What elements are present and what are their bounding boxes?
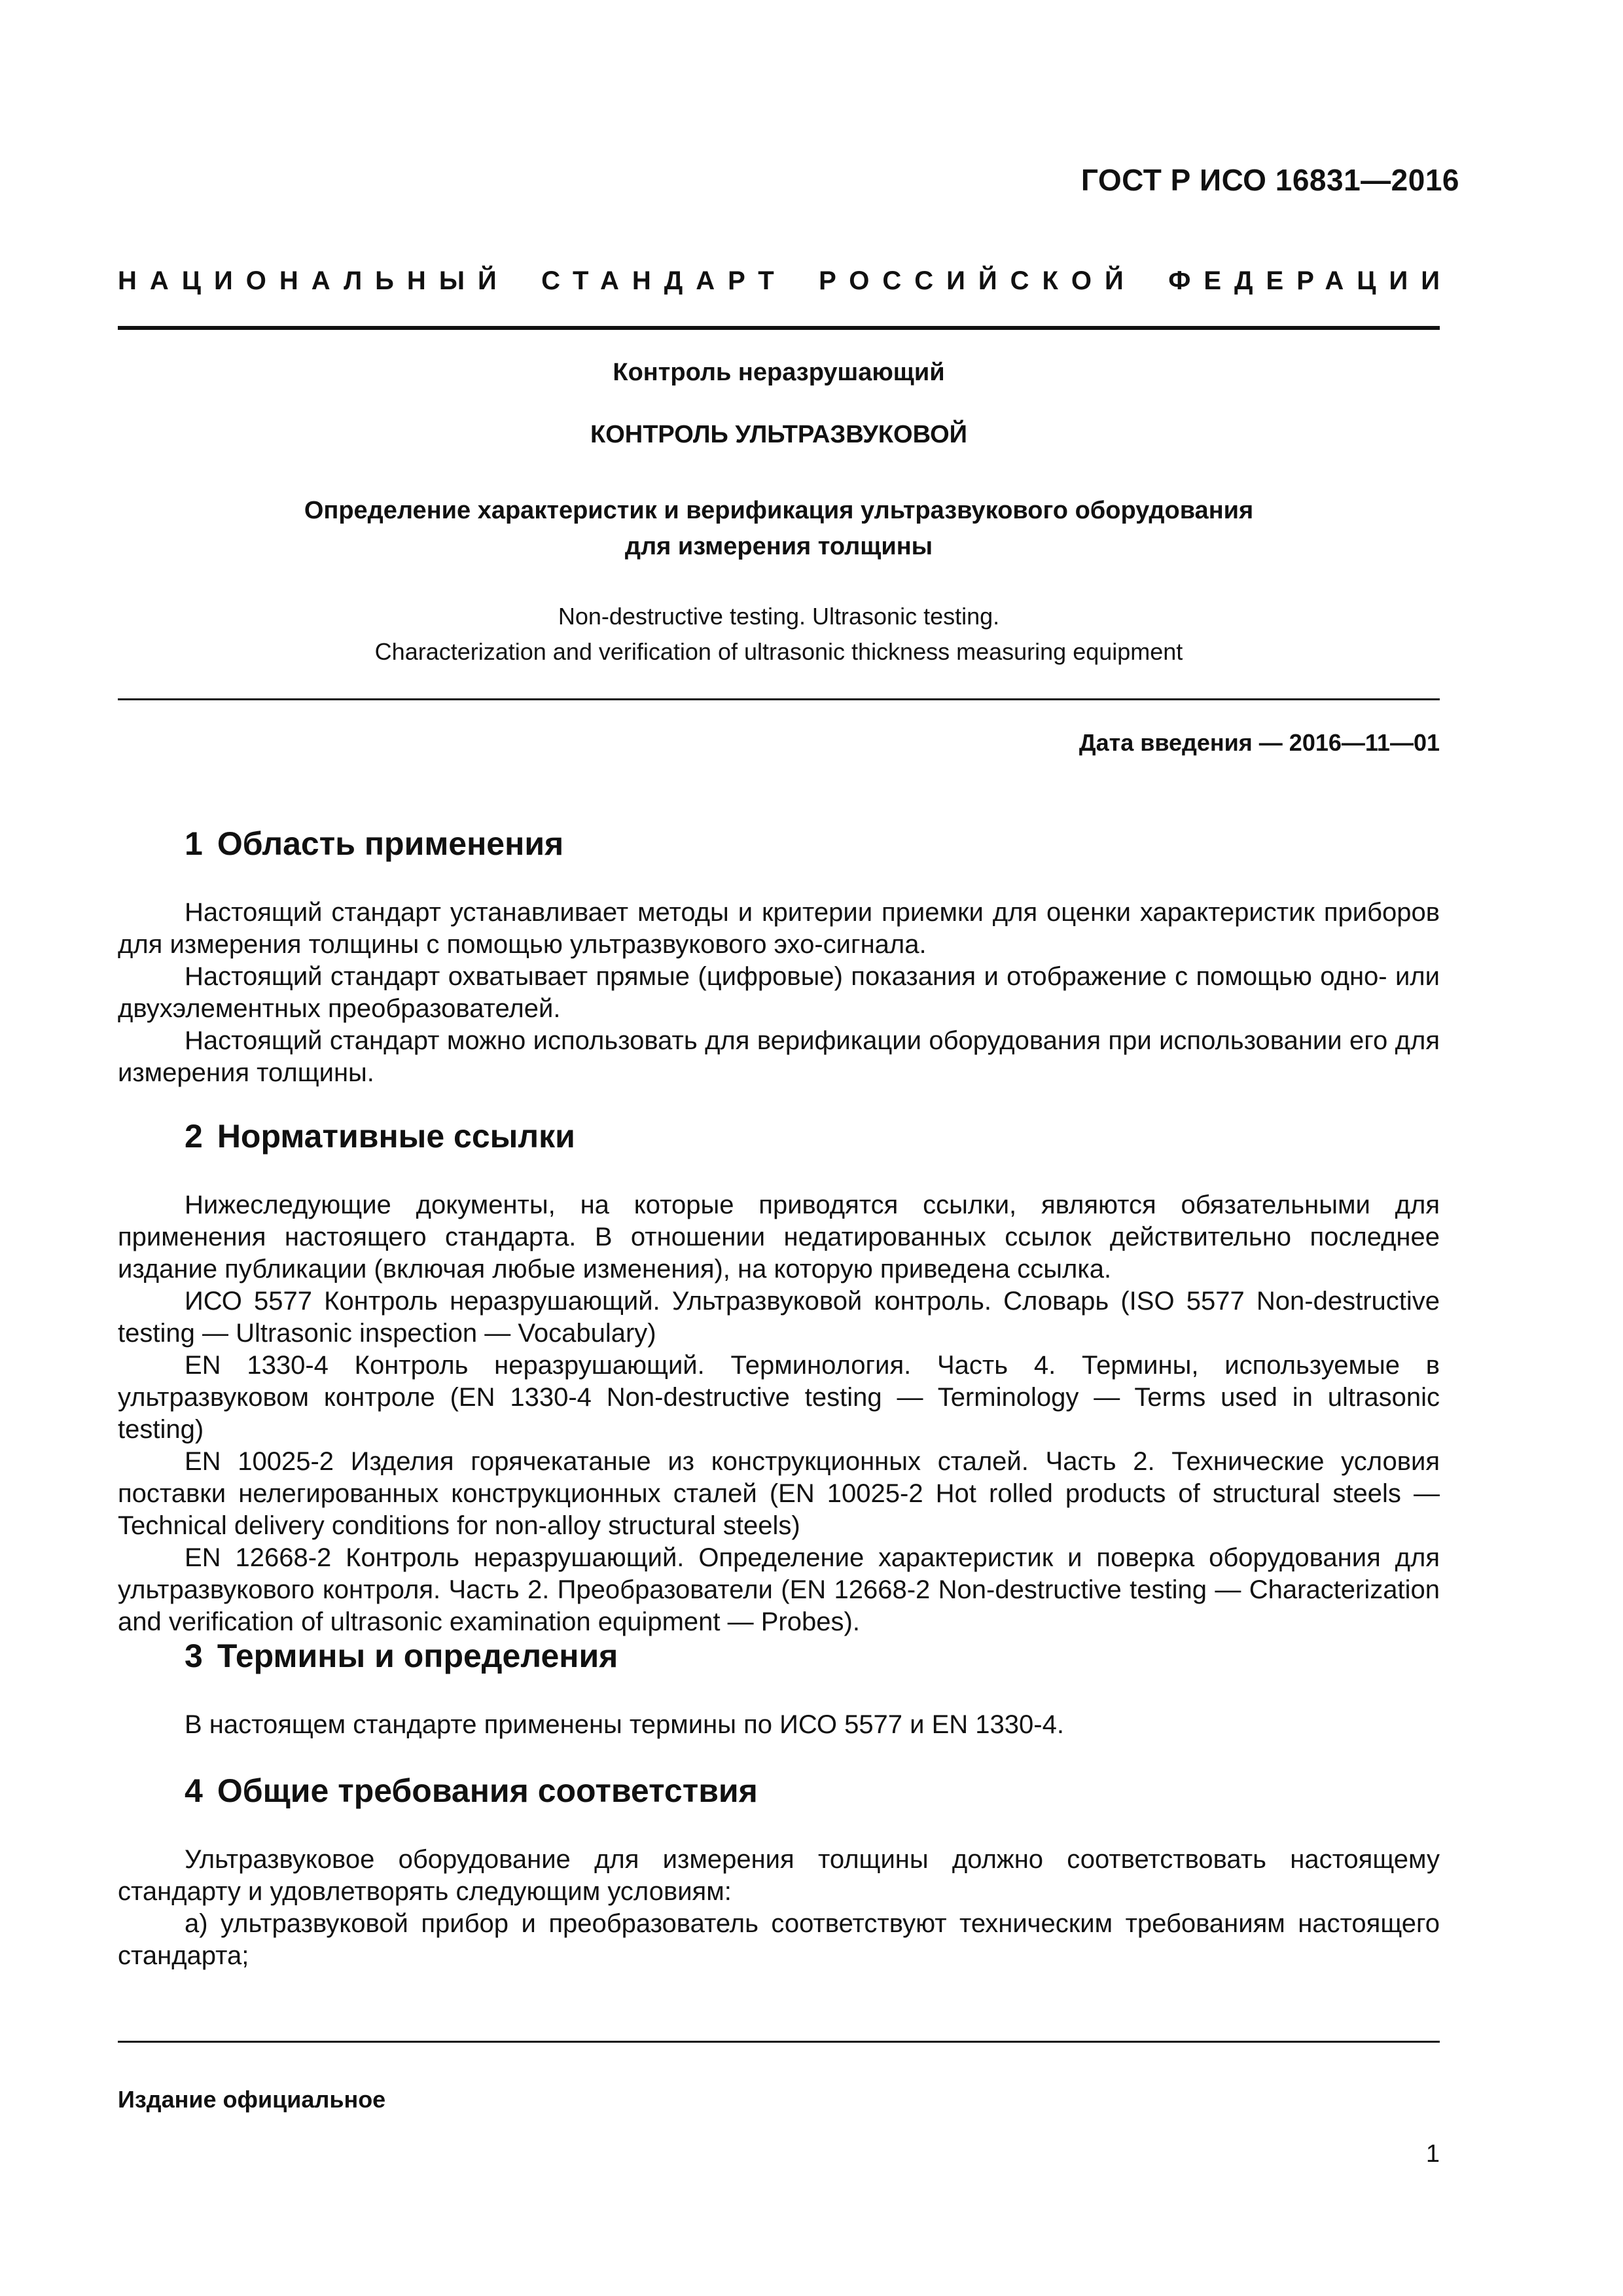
paragraph: Нижеследующие документы, на которые приводятся ссылки, являются обязательными для применения настоящего стандарта. В отношении недатированных ссылок действительно последнее издание публикации (включая любые изменения), на которую приведена ссылка. [118,1191,1440,1283]
title-line-3b: для измерения толщины [624,533,933,560]
title-line-3a: Определение характеристик и верификация ультразвукового оборудования [304,497,1254,524]
section-title: Термины и определения [217,1638,618,1674]
section-title: Область применения [217,825,564,862]
paragraph: ИСО 5577 Контроль неразрушающий. Ультразвуковой контроль. Словарь (ISO 5577 Non-destructive testing — Ultrasonic inspection — Vocabulary) [118,1287,1440,1348]
section-title: Общие требования соответствия [217,1772,758,1809]
paragraph: Настоящий стандарт охватывает прямые (цифровые) показания и отображение с помощью одно- или двухэлементных преобразователей. [118,962,1440,1023]
section-number: 3 [185,1638,203,1674]
paragraph: Настоящий стандарт можно использовать для верификации оборудования при использовании его для измерения толщины. [118,1026,1440,1087]
section-number: 2 [185,1118,203,1155]
paragraph: Настоящий стандарт устанавливает методы и критерии приемки для оценки характеристик приборов для измерения толщины с помощью ультразвукового эхо-сигнала. [118,898,1440,959]
section-heading-1 [185,825,563,863]
paragraph: EN 1330-4 Контроль неразрушающий. Терминология. Часть 4. Термины, используемые в ультразвуковом контроле (EN 1330-4 Non-destructive testing — Terminology — Terms used in ultrasonic testing) [118,1351,1440,1444]
section-body-2 [118,1189,1440,1638]
official-edition-label: Издание официальное [118,2086,386,2113]
section-number: 1 [185,825,203,862]
title-divider [118,698,1440,700]
banner-word: ФЕДЕРАЦИИ [1168,266,1453,295]
paragraph: В настоящем стандарте применены термины по ИСО 5577 и EN 1330-4. [185,1710,1064,1739]
introduction-date: Дата введения — 2016—11—01 [1079,729,1440,756]
section-body-1 [118,897,1440,1089]
paragraph: Ультразвуковое оборудование для измерения толщины должно соответствовать настоящему стандарту и удовлетворять следующим условиям: [118,1845,1440,1906]
title-line-2: КОНТРОЛЬ УЛЬТРАЗВУКОВОЙ [590,421,967,448]
english-title [118,599,1440,670]
footer-divider [118,2041,1440,2043]
banner-word: НАЦИОНАЛЬНЫЙ [118,266,510,295]
section-body-3 [118,1709,1440,1741]
section-number: 4 [185,1772,203,1809]
paragraph: EN 10025-2 Изделия горячекатаные из конструкционных сталей. Часть 2. Технические условия поставки нелегированных конструкционных сталей (EN 10025-2 Hot rolled products of structural steels — Technical delivery conditions for non-alloy structural steels) [118,1447,1440,1540]
page-number: 1 [1425,2140,1440,2168]
banner-word: СТАНДАРТ [541,266,787,295]
document-id: ГОСТ Р ИСО 16831—2016 [1080,163,1459,197]
section-body-4 [118,1844,1440,1972]
header-divider [118,326,1440,330]
paragraph: а) ультразвуковой прибор и преобразователь соответствуют техническим требованиям настоящего стандарта; [118,1909,1440,1970]
section-title: Нормативные ссылки [217,1118,575,1155]
banner-word: РОССИЙСКОЙ [819,266,1137,295]
title-line-1: Контроль неразрушающий [613,359,945,386]
section-heading-4 [185,1772,758,1810]
national-standard-banner [118,266,1453,296]
title-line-3 [118,493,1440,565]
english-title-line-2: Characterization and verification of ultrasonic thickness measuring equipment [374,638,1183,665]
section-heading-2 [185,1117,575,1155]
english-title-line-1: Non-destructive testing. Ultrasonic testing. [558,603,1000,630]
paragraph: EN 12668-2 Контроль неразрушающий. Определение характеристик и поверка оборудования для ультразвукового контроля. Часть 2. Преобразователи (EN 12668-2 Non-destructive testing — Characterization and verification of ultrasonic examination equipment — Probes). [118,1543,1440,1636]
section-heading-3 [185,1637,618,1675]
